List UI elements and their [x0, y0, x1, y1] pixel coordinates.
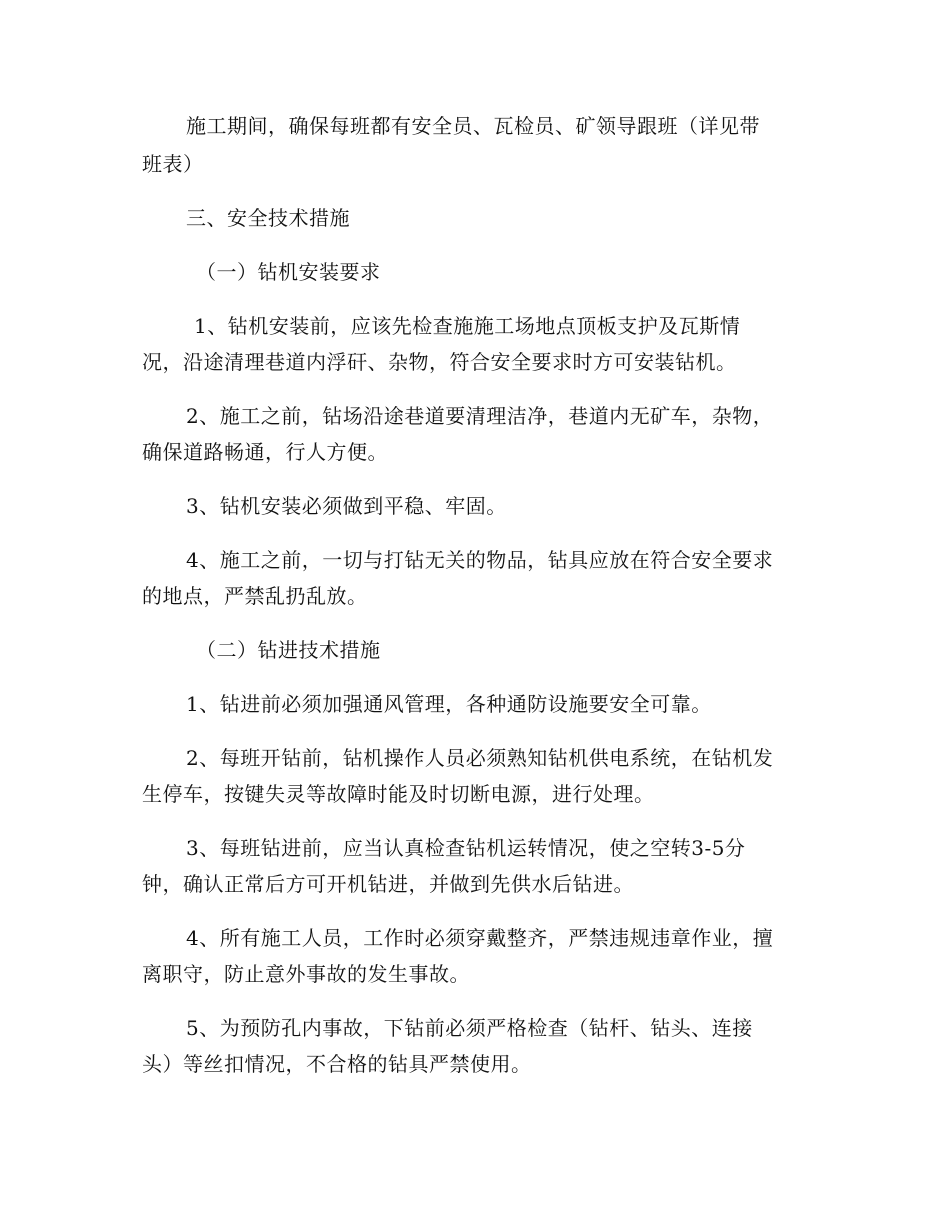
paragraph-line: 2、施工之前，钻场沿途巷道要清理洁净，巷道内无矿车，杂物，: [186, 404, 774, 428]
paragraph-line: 5、为预防孔内事故，下钻前必须严格检查（钻杆、钻头、连接: [186, 1016, 753, 1040]
paragraph-line: 生停车，按键失灵等故障时能及时切断电源，进行处理。: [142, 782, 655, 806]
paragraph-line: 4、施工之前，一切与打钻无关的物品，钻具应放在符合安全要求: [186, 548, 774, 572]
section-heading: 三、安全技术措施: [186, 206, 350, 230]
paragraph-line: 1、钻进前必须加强通风管理，各种通防设施要安全可靠。: [186, 692, 712, 716]
paragraph-line: 班表）: [142, 152, 204, 176]
paragraph-line: 离职守，防止意外事故的发生事故。: [142, 962, 470, 986]
subsection-heading: （二）钻进技术措施: [196, 638, 381, 662]
subsection-heading: （一）钻机安装要求: [196, 260, 381, 284]
paragraph-line: 确保道路畅通，行人方便。: [142, 440, 388, 464]
paragraph-line: 头）等丝扣情况，不合格的钻具严禁使用。: [142, 1052, 532, 1076]
paragraph-line: 况，沿途清理巷道内浮矸、杂物，符合安全要求时方可安装钻机。: [142, 350, 737, 374]
paragraph-line: 钟，确认正常后方可开机钻进，并做到先供水后钻进。: [142, 872, 634, 896]
paragraph-line: 4、所有施工人员，工作时必须穿戴整齐，严禁违规违章作业，擅: [186, 926, 774, 950]
paragraph-line: 2、每班开钻前，钻机操作人员必须熟知钻机供电系统，在钻机发: [186, 746, 774, 770]
paragraph-line: 施工期间，确保每班都有安全员、瓦检员、矿领导跟班（详见带: [186, 114, 760, 138]
paragraph-line: 3、钻机安装必须做到平稳、牢固。: [186, 494, 507, 518]
paragraph-line: 1、钻机安装前，应该先检查施施工场地点顶板支护及瓦斯情: [194, 314, 741, 338]
paragraph-line: 的地点，严禁乱扔乱放。: [142, 584, 368, 608]
paragraph-line: 3、每班钻进前，应当认真检查钻机运转情况，使之空转3-5分: [186, 836, 746, 860]
